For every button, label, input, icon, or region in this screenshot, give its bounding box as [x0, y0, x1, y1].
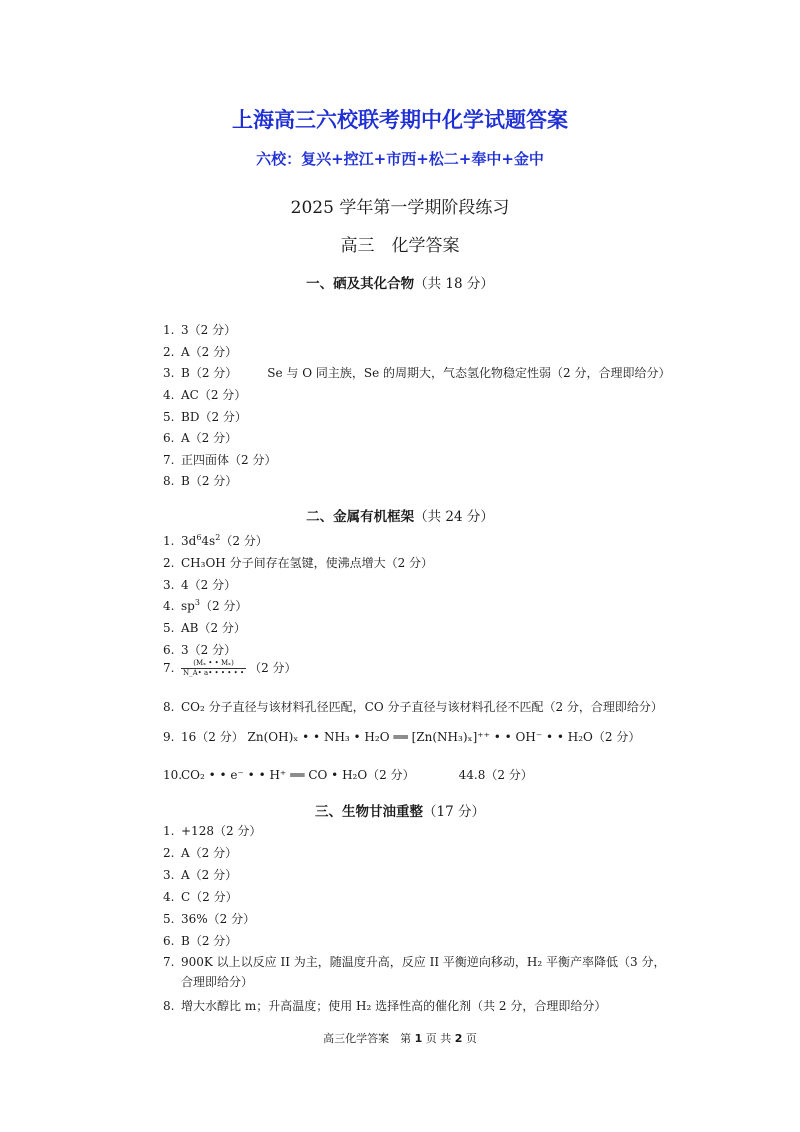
- answer-item: 5. BD（2 分）: [163, 410, 247, 424]
- answer-item: 5. AB（2 分）: [163, 621, 246, 635]
- schools-subtitle: 六校：复兴+控江+市西+松二+奉中+金中: [256, 150, 544, 168]
- section-3-score: （17 分）: [423, 804, 485, 820]
- section-2-title: [0, 505, 800, 525]
- answer-item: 4. $sp^3(2$ 分）: [163, 598, 248, 613]
- answer-item: 4. C（2 分）: [163, 890, 238, 904]
- answer-item: 9. 16（2 分） Zn(OH)ₓ • • NH₃ • H₂O ══ [Zn(NH₃)ₓ]⁺⁺ • • OH⁻ • • H₂O（2 分）: [163, 730, 641, 744]
- answer-item: 7. 正四面体（2 分）: [163, 453, 277, 467]
- density-fraction: $\frac{\text{(Mₓ • • Mₓ)}}{N\_A• a• • • • • •}$: [183, 659, 245, 677]
- answer-item-continued: 合理即给分）: [181, 975, 254, 989]
- answer-item: 3. 4（2 分）: [163, 578, 237, 592]
- section-1-title: [0, 272, 800, 292]
- answer-item: 1. $3d^64s^2(2$ 分）: [163, 533, 268, 548]
- subject-heading: 高三 化学答案: [340, 236, 460, 256]
- answer-explanation: Se 与 O 同主族，Se 的周期大，气态氢化物稳定性弱（2 分，合理即给分）: [267, 366, 671, 380]
- answer-item: 8. B（2 分）: [163, 474, 238, 488]
- answer-item: 2. CH₃OH 分子间存在氢键，使沸点增大（2 分）: [163, 556, 434, 570]
- answer-item: 6. 3（2 分）: [163, 643, 237, 657]
- document-title: 上海高三六校联考期中化学试题答案: [232, 108, 568, 132]
- answer-item: 6. A（2 分）: [163, 431, 238, 445]
- section-3-title: [0, 800, 800, 820]
- section-3-name: 三、生物甘油重整: [315, 804, 423, 820]
- section-1-score: （共 18 分）: [414, 276, 494, 292]
- answer-item: 10.CO₂ • • e⁻ • • H⁺ ══ CO • H₂O（2 分） 44.8（2 分）: [163, 768, 533, 782]
- answer-item: 8. CO₂ 分子直径与该材料孔径匹配，CO 分子直径与该材料孔径不匹配（2 分，合理即给分）: [163, 700, 663, 714]
- page-number: 1: [414, 1032, 423, 1045]
- answer-item: 7. 900K 以上以反应 II 为主，随温度升高，反应 II 平衡逆向移动，H₂ 平衡产率降低（3 分，: [163, 955, 666, 969]
- section-2-score: （共 24 分）: [414, 509, 494, 525]
- section-1-name: 一、硒及其化合物: [306, 276, 415, 292]
- answer-item: 1. 3（2 分）: [163, 323, 237, 337]
- answer-extra: 44.8（2 分）: [458, 768, 533, 782]
- page-footer: 高三化学答案 第 1 页 共 2 页: [323, 1032, 477, 1045]
- term-heading: 2025 学年第一学期阶段练习: [290, 198, 510, 218]
- answer-item: 8. 增大水醇比 m；升高温度；使用 H₂ 选择性高的催化剂（共 2 分，合理即给分）: [163, 999, 607, 1013]
- answer-item: 3. A（2 分）: [163, 868, 238, 882]
- answer-item: 5. 36%（2 分）: [163, 912, 256, 926]
- page-total: 2: [454, 1032, 463, 1045]
- answer-item: 2. A（2 分）: [163, 345, 238, 359]
- answer-item: 6. B（2 分）: [163, 934, 238, 948]
- answer-item: 7. $\frac{\text{(Mₓ • • Mₓ)}}{N\_A• a• • • • • •}$ （2 分）: [163, 659, 297, 677]
- answer-item: 1. +128（2 分）: [163, 824, 262, 838]
- answer-item: 3. B（2 分） Se 与 O 同主族，Se 的周期大，气态氢化物稳定性弱（2 分，合理即给分）: [163, 366, 671, 380]
- section-2-name: 二、金属有机框架: [306, 509, 415, 525]
- answer-item: 4. AC（2 分）: [163, 388, 247, 402]
- answer-item: 2. A（2 分）: [163, 846, 238, 860]
